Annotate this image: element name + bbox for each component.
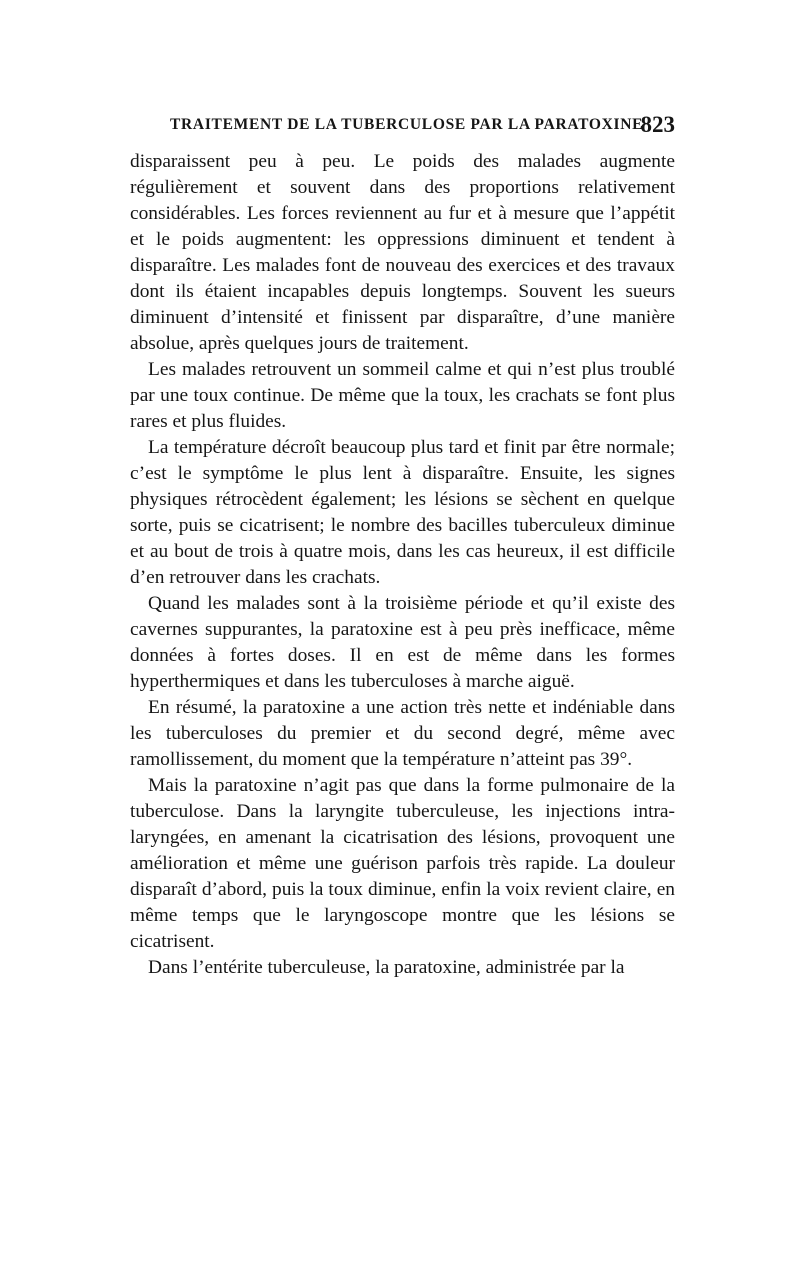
body-text xyxy=(130,149,675,981)
paragraph: En résumé, la paratoxine a une action très nette et indéniable dans les tuberculoses du premier et du second degré, même avec ramollissement, du moment que la température n’atteint pas 39°. xyxy=(130,697,675,770)
page-header xyxy=(130,112,675,142)
paragraph: La température décroît beaucoup plus tard et finit par être normale; c’est le symptôme le plus lent à disparaître. Ensuite, les signes physiques rétrocèdent également; les lésions se sèchent en quelque sorte, puis se cicatrisent; le nombre des bacilles tuberculeux diminue et au bout de trois à quatre mois, dans les cas heureux, il est difficile d’en retrouver dans les crachats. xyxy=(130,437,675,588)
paragraph: Quand les malades sont à la troisième période et qu’il existe des cavernes suppurantes, la paratoxine est à peu près inefficace, même données à fortes doses. Il en est de même dans les formes hyperthermiques et dans les tuberculoses à marche aiguë. xyxy=(130,593,675,692)
page-number: 823 xyxy=(640,112,675,137)
paragraph: Les malades retrouvent un sommeil calme et qui n’est plus troublé par une toux continue. De même que la toux, les crachats se font plus rares et plus fluides. xyxy=(130,359,675,432)
paragraph: Mais la paratoxine n’agit pas que dans la forme pulmonaire de la tuberculose. Dans la laryngite tuberculeuse, les injections intra-laryngées, en amenant la cicatrisation des lésions, provoquent une amélioration et même une guérison parfois très rapide. La douleur disparaît d’abord, puis la toux diminue, enfin la voix revient claire, en même temps que le laryngoscope montre que les lésions se cicatrisent. xyxy=(130,775,675,952)
paragraph: Dans l’entérite tuberculeuse, la paratoxine, administrée par la xyxy=(148,957,625,978)
paragraph: disparaissent peu à peu. Le poids des malades augmente régulièrement et souvent dans des proportions relativement considérables. Les forces reviennent au fur et à mesure que l’appétit et le poids augmentent: les oppressions diminuent et tendent à disparaître. Les malades font de nouveau des exercices et des travaux dont ils étaient incapables depuis longtemps. Souvent les sueurs diminuent d’intensité et finissent par disparaître, d’une manière absolue, après quelques jours de traitement. xyxy=(130,151,675,354)
running-head: TRAITEMENT DE LA TUBERCULOSE PAR LA PARATOXINE xyxy=(170,116,644,133)
